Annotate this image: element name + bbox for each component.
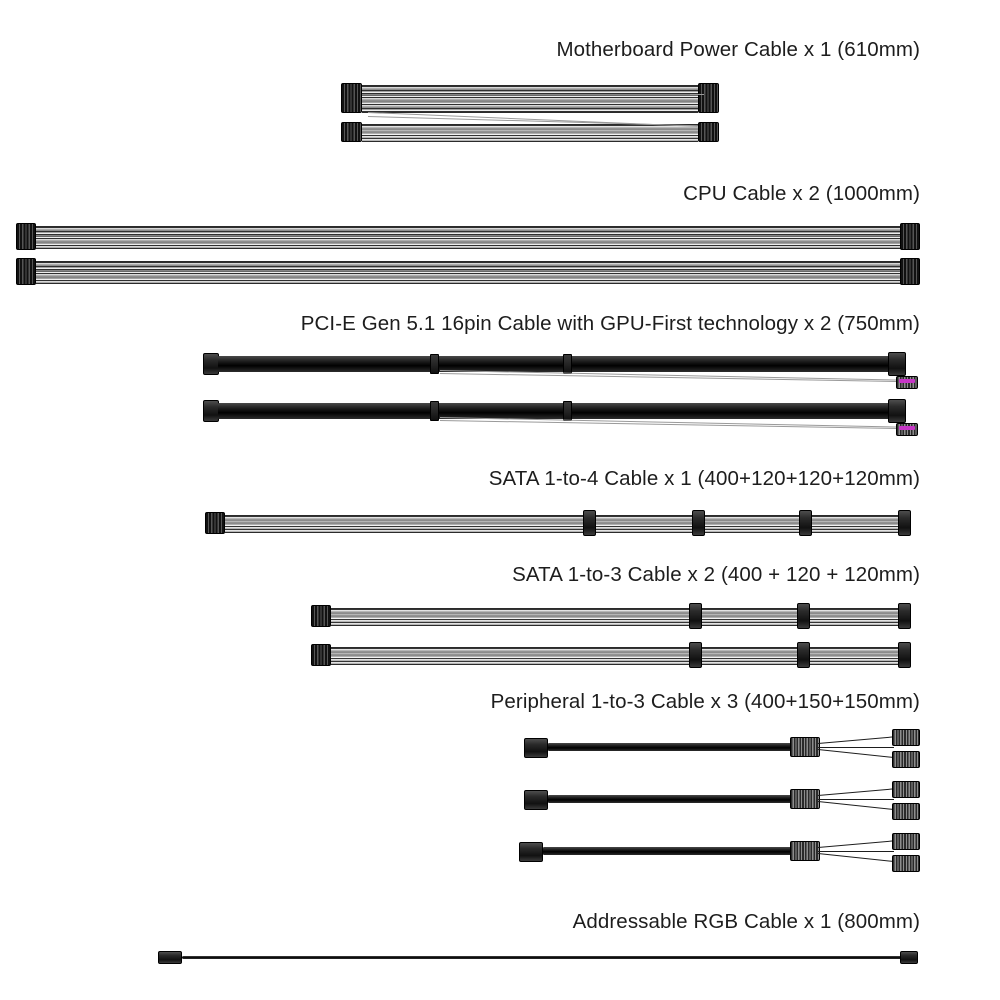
sata-connector-1 (583, 510, 596, 536)
cable-group-motherboard-power (0, 0, 1000, 170)
cable-group-cpu (0, 170, 1000, 300)
molex-connector-3b (892, 855, 920, 872)
caption-cpu: CPU Cable x 2 (1000mm) (683, 182, 920, 205)
connector-cpu-right-1 (900, 223, 920, 250)
connector-24pin-right-top (698, 83, 719, 113)
molex-connector-1b (892, 751, 920, 768)
cable-group-sata-1to3 (0, 545, 1000, 685)
pcie-splitter-tab-2a (430, 401, 439, 421)
molex-connector-1a (892, 729, 920, 746)
caption-peripheral: Peripheral 1-to-3 Cable x 3 (400+150+150mm) (490, 690, 920, 713)
sata3b-connector-2 (797, 642, 810, 668)
pcie-splitter-tab-2b (563, 401, 572, 421)
connector-pcie-right-2 (888, 399, 906, 423)
sata3b-connector-1 (689, 642, 702, 668)
connector-pcie-left-2 (203, 400, 219, 422)
pcie-splitter-tab-1a (430, 354, 439, 374)
connector-sata4-origin (205, 512, 225, 534)
ribbon-cpu-2 (36, 261, 902, 284)
molex-connector-2b (892, 803, 920, 820)
sata-connector-3 (799, 510, 812, 536)
connector-pcie-left-1 (203, 353, 219, 375)
sideband-indicator-1 (899, 379, 915, 383)
ribbon-sata-1to3-a (331, 608, 905, 626)
caption-sata-1to4: SATA 1-to-4 Cable x 1 (400+120+120+120mm) (488, 467, 920, 490)
sata3a-connector-3 (898, 603, 911, 629)
pcie-splitter-tab-1b (563, 354, 572, 374)
connector-peripheral-origin-1 (524, 738, 548, 758)
ribbon-cpu-1 (36, 226, 902, 249)
cable-group-sata-1to4 (0, 455, 1000, 555)
molex-hub-1 (790, 737, 820, 757)
sleeve-peripheral-2 (548, 795, 793, 803)
cable-group-pcie (0, 300, 1000, 455)
molex-connector-3a (892, 833, 920, 850)
caption-pcie: PCI-E Gen 5.1 16pin Cable with GPU-First technology x 2 (750mm) (300, 312, 920, 335)
connector-4pin-right-bottom (698, 122, 719, 142)
connector-cpu-right-2 (900, 258, 920, 285)
cable-group-argb (0, 900, 1000, 1000)
sideband-indicator-2 (899, 426, 915, 430)
wire-link-top-a (690, 94, 704, 95)
ribbon-motherboard-top (362, 85, 698, 113)
connector-cpu-left-1 (16, 223, 36, 250)
peripheral-branch-2c (818, 801, 896, 811)
connector-pcie-right-1 (888, 352, 906, 376)
peripheral-branch-1a (818, 736, 894, 744)
connector-peripheral-origin-3 (519, 842, 543, 862)
molex-hub-2 (790, 789, 820, 809)
sata3a-connector-1 (689, 603, 702, 629)
peripheral-branch-3c (818, 853, 896, 863)
connector-cpu-left-2 (16, 258, 36, 285)
connector-peripheral-origin-2 (524, 790, 548, 810)
peripheral-branch-1b (818, 747, 894, 748)
caption-argb: Addressable RGB Cable x 1 (800mm) (572, 910, 920, 933)
molex-hub-3 (790, 841, 820, 861)
cable-group-peripheral (0, 675, 1000, 900)
peripheral-branch-2b (818, 799, 894, 800)
connector-24pin-left-top (341, 83, 362, 113)
sata3a-connector-2 (797, 603, 810, 629)
sata-connector-4 (898, 510, 911, 536)
peripheral-branch-3a (818, 840, 894, 848)
ribbon-motherboard-bottom (362, 124, 698, 142)
peripheral-branch-3b (818, 851, 894, 852)
molex-connector-2a (892, 781, 920, 798)
connector-argb-left (158, 951, 182, 964)
ribbon-sata-1to3-b (331, 647, 905, 665)
sata-connector-2 (692, 510, 705, 536)
caption-sata-1to3: SATA 1-to-3 Cable x 2 (400 + 120 + 120mm) (512, 563, 920, 586)
sleeve-peripheral-3 (543, 847, 793, 855)
sata3b-connector-3 (898, 642, 911, 668)
connector-sata3b-origin (311, 644, 331, 666)
peripheral-branch-2a (818, 788, 894, 796)
connector-argb-right (900, 951, 918, 964)
connector-sata3a-origin (311, 605, 331, 627)
sleeve-peripheral-1 (548, 743, 793, 751)
argb-wire (182, 956, 906, 959)
connector-4pin-left-bottom (341, 122, 362, 142)
sleeve-pcie-2 (218, 403, 890, 419)
peripheral-branch-1c (818, 749, 896, 759)
sleeve-pcie-1 (218, 356, 890, 372)
caption-motherboard-power: Motherboard Power Cable x 1 (610mm) (556, 38, 920, 61)
